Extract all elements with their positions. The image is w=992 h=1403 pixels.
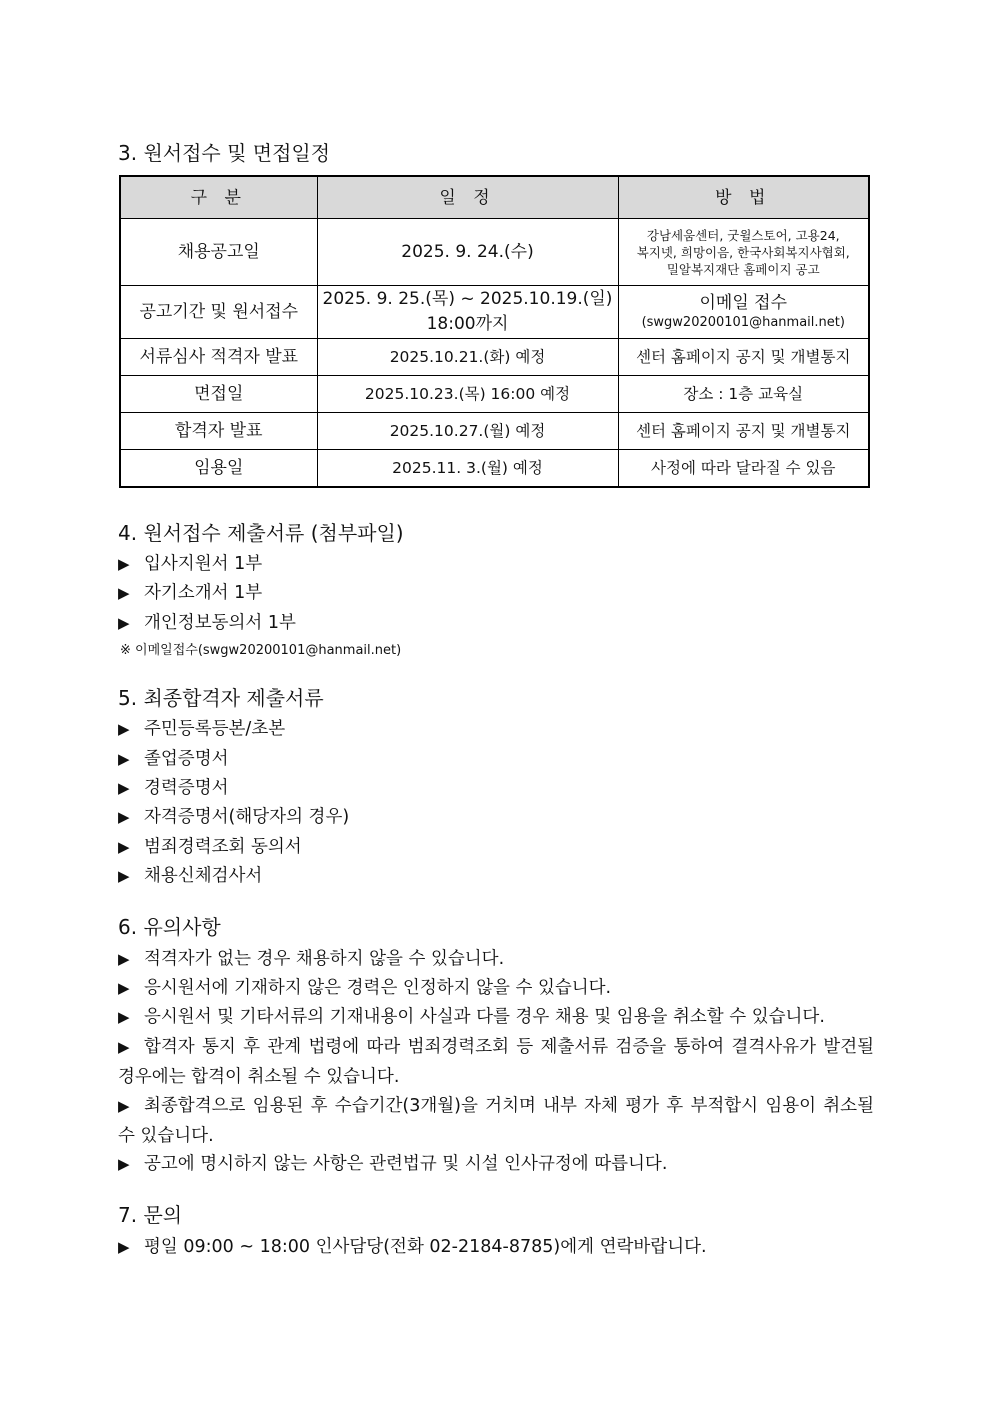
bullet-arrow-icon: ▶ — [118, 555, 130, 573]
bullet-arrow-icon: ▶ — [118, 808, 130, 826]
row-method — [618, 286, 869, 339]
bullet-arrow-icon: ▶ — [118, 1155, 130, 1173]
email-note: ※ 이메일접수(swgw20200101@hanmail.net) — [120, 643, 402, 658]
row-date: 2025. 9. 24.(수) — [317, 219, 618, 286]
row-date: 2025.10.27.(월) 예정 — [317, 413, 618, 450]
row-category: 서류심사 적격자 발표 — [120, 339, 317, 376]
bullet-arrow-icon: ▶ — [118, 1238, 130, 1256]
row-method: 사정에 따라 달라질 수 있음 — [618, 450, 869, 487]
bullet-arrow-icon: ▶ — [118, 838, 130, 856]
row-category: 임용일 — [120, 450, 317, 487]
method-line: 밀알복지재단 홈페이지 공고 — [666, 261, 820, 277]
list-item: ▶ 적격자가 없는 경우 채용하지 않을 수 있습니다. — [118, 949, 505, 969]
email-address: (swgw20200101@hanmail.net) — [641, 315, 845, 330]
list-item: ▶ 응시원서에 기재하지 않은 경력은 인정하지 않을 수 있습니다. — [118, 978, 612, 998]
list-item: ▶ 채용신체검사서 — [118, 866, 263, 886]
list-item: ▶ 공고에 명시하지 않는 사항은 관련법규 및 시설 인사규정에 따릅니다. — [118, 1154, 668, 1174]
list-item: ▶ 응시원서 및 기타서류의 기재내용이 사실과 다를 경우 채용 및 임용을 취소할 수 있습니다. — [118, 1007, 825, 1027]
section-7-title: 7. 문의 — [118, 1203, 183, 1227]
method-line: 강남세움센터, 굿윌스토어, 고용24, — [646, 227, 840, 243]
list-item: ▶ 개인정보동의서 1부 — [118, 613, 296, 633]
bullet-arrow-icon: ▶ — [118, 979, 130, 997]
table-row — [120, 450, 869, 487]
bullet-arrow-icon: ▶ — [118, 867, 130, 885]
date-line: 2025. 9. 25.(목) ~ 2025.10.19.(일) — [322, 289, 613, 309]
bullet-arrow-icon: ▶ — [118, 950, 130, 968]
bullet-arrow-icon: ▶ — [118, 1097, 130, 1115]
list-item: ▶ 자격증명서(해당자의 경우) — [118, 807, 350, 827]
section-6-title: 6. 유의사항 — [118, 915, 221, 939]
table-row — [120, 413, 869, 450]
bullet-arrow-icon: ▶ — [118, 1038, 130, 1056]
row-date — [317, 286, 618, 339]
list-item: ▶ 평일 09:00 ~ 18:00 인사담당(전화 02-2184-8785)에게 연락바랍니다. — [118, 1237, 707, 1257]
method-line: 이메일 접수 — [699, 293, 787, 313]
list-item: ▶ 입사지원서 1부 — [118, 554, 263, 574]
header-category: 구 분 — [120, 176, 317, 219]
row-date: 2025.10.23.(목) 16:00 예정 — [317, 376, 618, 413]
row-category: 공고기간 및 원서접수 — [120, 286, 317, 339]
row-method: 장소 : 1층 교육실 — [618, 376, 869, 413]
table-row — [120, 219, 869, 286]
row-date: 2025.10.21.(화) 예정 — [317, 339, 618, 376]
table-row — [120, 376, 869, 413]
bullet-arrow-icon: ▶ — [118, 720, 130, 738]
header-schedule: 일 정 — [317, 176, 618, 219]
row-category: 채용공고일 — [120, 219, 317, 286]
row-date: 2025.11. 3.(월) 예정 — [317, 450, 618, 487]
list-item: ▶ 주민등록등본/초본 — [118, 719, 286, 739]
header-method: 방 법 — [618, 176, 869, 219]
section-5-title: 5. 최종합격자 제출서류 — [118, 686, 324, 710]
list-item: ▶ 최종합격으로 임용된 후 수습기간(3개월)을 거치며 내부 자체 평가 후 부적합시 임용이 취소될 수 있습니다. — [118, 1091, 874, 1151]
table-row — [120, 286, 869, 339]
section-4-title: 4. 원서접수 제출서류 (첨부파일) — [118, 521, 404, 545]
row-method: 센터 홈페이지 공지 및 개별통지 — [618, 339, 869, 376]
bullet-arrow-icon: ▶ — [118, 750, 130, 768]
schedule-table — [119, 175, 870, 488]
row-category: 면접일 — [120, 376, 317, 413]
bullet-arrow-icon: ▶ — [118, 1008, 130, 1026]
bullet-arrow-icon: ▶ — [118, 779, 130, 797]
bullet-arrow-icon: ▶ — [118, 614, 130, 632]
list-item: ▶ 합격자 통지 후 관계 법령에 따라 범죄경력조회 등 제출서류 검증을 통하여 결격사유가 발견될 경우에는 합격이 취소될 수 있습니다. — [118, 1032, 874, 1092]
section-3-title: 3. 원서접수 및 면접일정 — [118, 141, 331, 165]
table-row — [120, 339, 869, 376]
date-line: 18:00까지 — [426, 314, 509, 334]
list-item: ▶ 자기소개서 1부 — [118, 583, 263, 603]
list-item: ▶ 범죄경력조회 동의서 — [118, 837, 302, 857]
row-category: 합격자 발표 — [120, 413, 317, 450]
method-line: 복지넷, 희망이음, 한국사회복지사협회, — [636, 244, 850, 260]
list-item: ▶ 경력증명서 — [118, 778, 229, 798]
row-method: 센터 홈페이지 공지 및 개별통지 — [618, 413, 869, 450]
table-header-row — [120, 176, 869, 219]
bullet-arrow-icon: ▶ — [118, 584, 130, 602]
row-method — [618, 219, 869, 286]
list-item: ▶ 졸업증명서 — [118, 749, 229, 769]
